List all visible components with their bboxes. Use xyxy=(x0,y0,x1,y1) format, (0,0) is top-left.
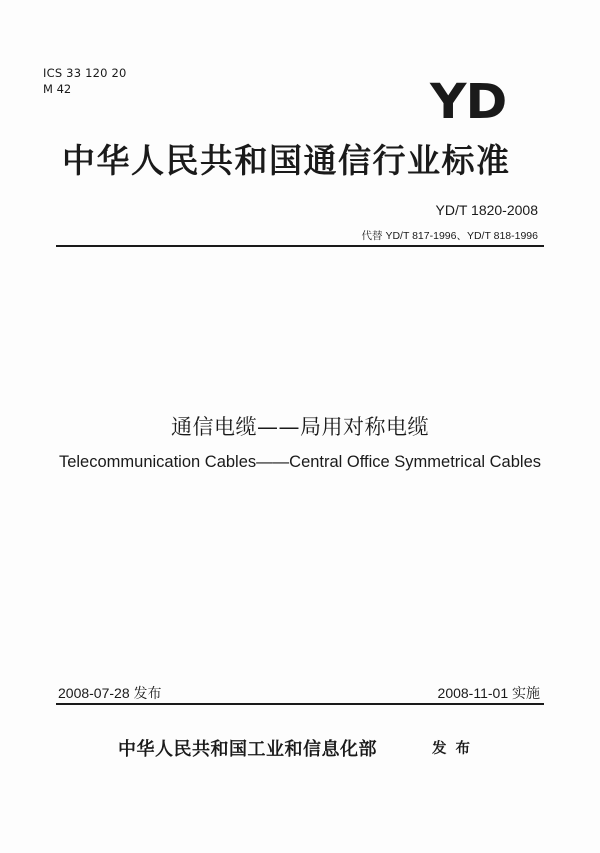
yd-logo: YD xyxy=(430,74,507,130)
replaces-note: 代替 YD/T 817-1996、YD/T 818-1996 xyxy=(361,230,538,242)
ics-code: ICS 33 120 20 xyxy=(43,66,127,80)
standard-title: 中华人民共和国通信行业标准 xyxy=(62,141,511,180)
publisher-suffix: 发 布 xyxy=(432,741,473,757)
classification-code: M 42 xyxy=(43,82,72,96)
standard-number: YD/T 1820-2008 xyxy=(435,202,538,218)
footer-divider xyxy=(56,703,544,705)
document-title-cn: 通信电缆——局用对称电缆 xyxy=(171,415,429,439)
publisher-name: 中华人民共和国工业和信息化部 xyxy=(118,739,377,760)
implementation-date: 2008-11-01 实施 xyxy=(437,685,540,701)
document-title-en: Telecommunication Cables——Central Office Symmetrical Cables xyxy=(58,453,542,471)
header-divider xyxy=(56,245,544,247)
issue-date: 2008-07-28 发布 xyxy=(58,685,162,701)
